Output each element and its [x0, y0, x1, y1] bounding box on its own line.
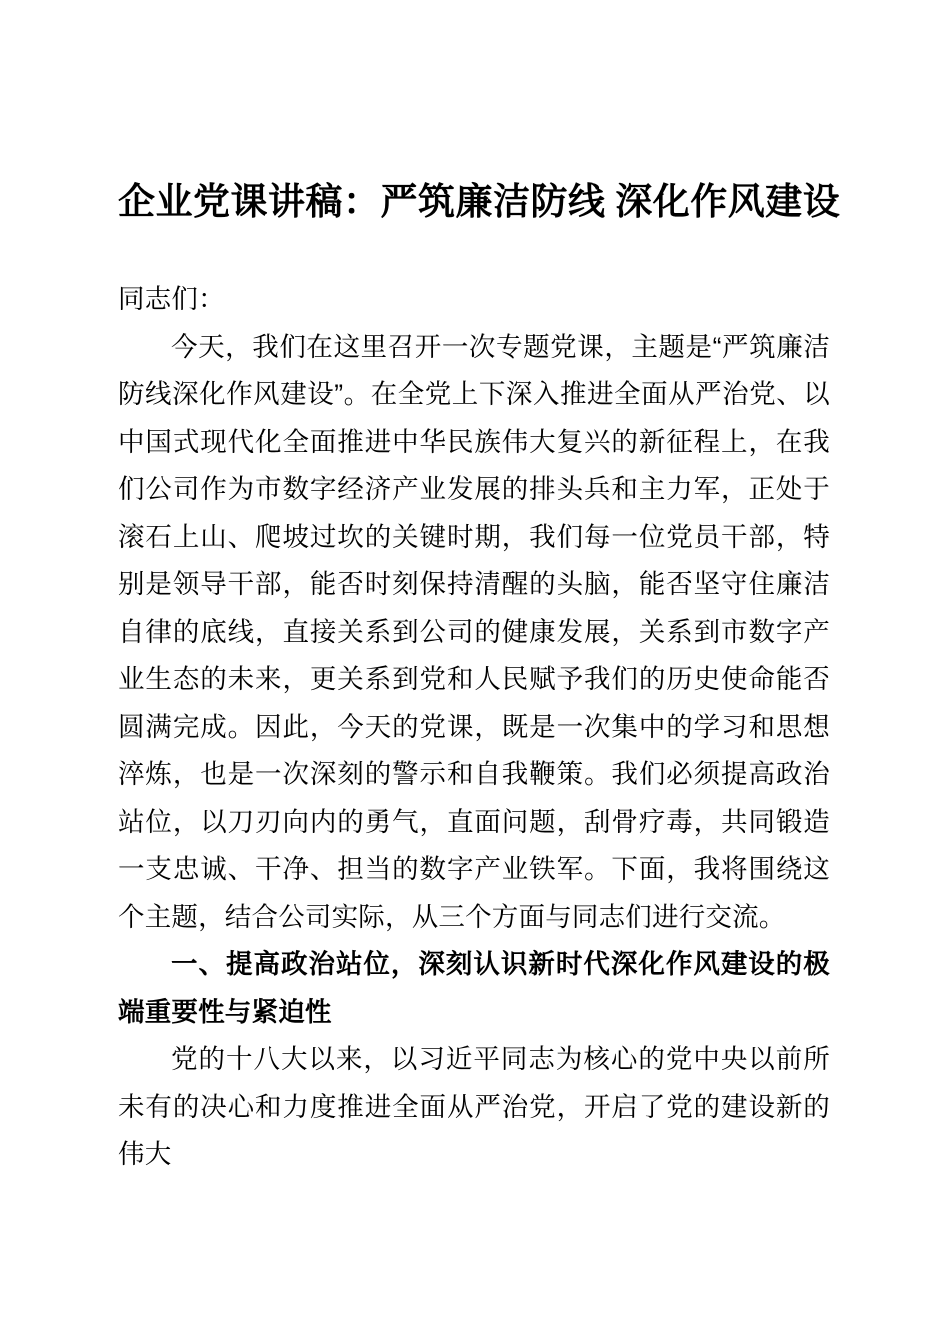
page-title: 企业党课讲稿：严筑廉洁防线 深化作风建设 [118, 182, 841, 223]
section-heading-one: 一、提高政治站位，深刻认识新时代深化作风建设的极端重要性与紧迫性 [118, 949, 830, 1027]
paragraph-opening: 今天，我们在这里召开一次专题党课，主题是“严筑廉洁防线深化作风建设”。在全党上下深入推进全面从严治党、以中国式现代化全面推进中华民族伟大复兴的新征程上，在我们公司作为市数字经济产业发展的排头兵和主力军，正处于滚石上山、爬坡过坎的关键时期，我们每一位党员干部，特别是领导干部，能否时刻保持清醒的头脑，能否坚守住廉洁自律的底线，直接关系到公司的健康发展，关系到市数字产业生态的未来，更关系到党和人民赋予我们的历史使命能否圆满完成。因此，今天的党课，既是一次集中的学习和思想淬炼，也是一次深刻的警示和自我鞭策。我们必须提高政治站位，以刀刃向内的勇气，直面问题，刮骨疗毒，共同锻造一支忠诚、干净、担当的数字产业铁军。下面，我将围绕这个主题，结合公司实际，从三个方面与同志们进行交流。 [118, 331, 830, 932]
paragraph-section-one-body: 党的十八大以来，以习近平同志为核心的党中央以前所未有的决心和力度推进全面从严治党，开启了党的建设新的伟大 [118, 1044, 830, 1170]
document-body [118, 0, 841, 1179]
salutation-line: 同志们： [118, 284, 225, 315]
